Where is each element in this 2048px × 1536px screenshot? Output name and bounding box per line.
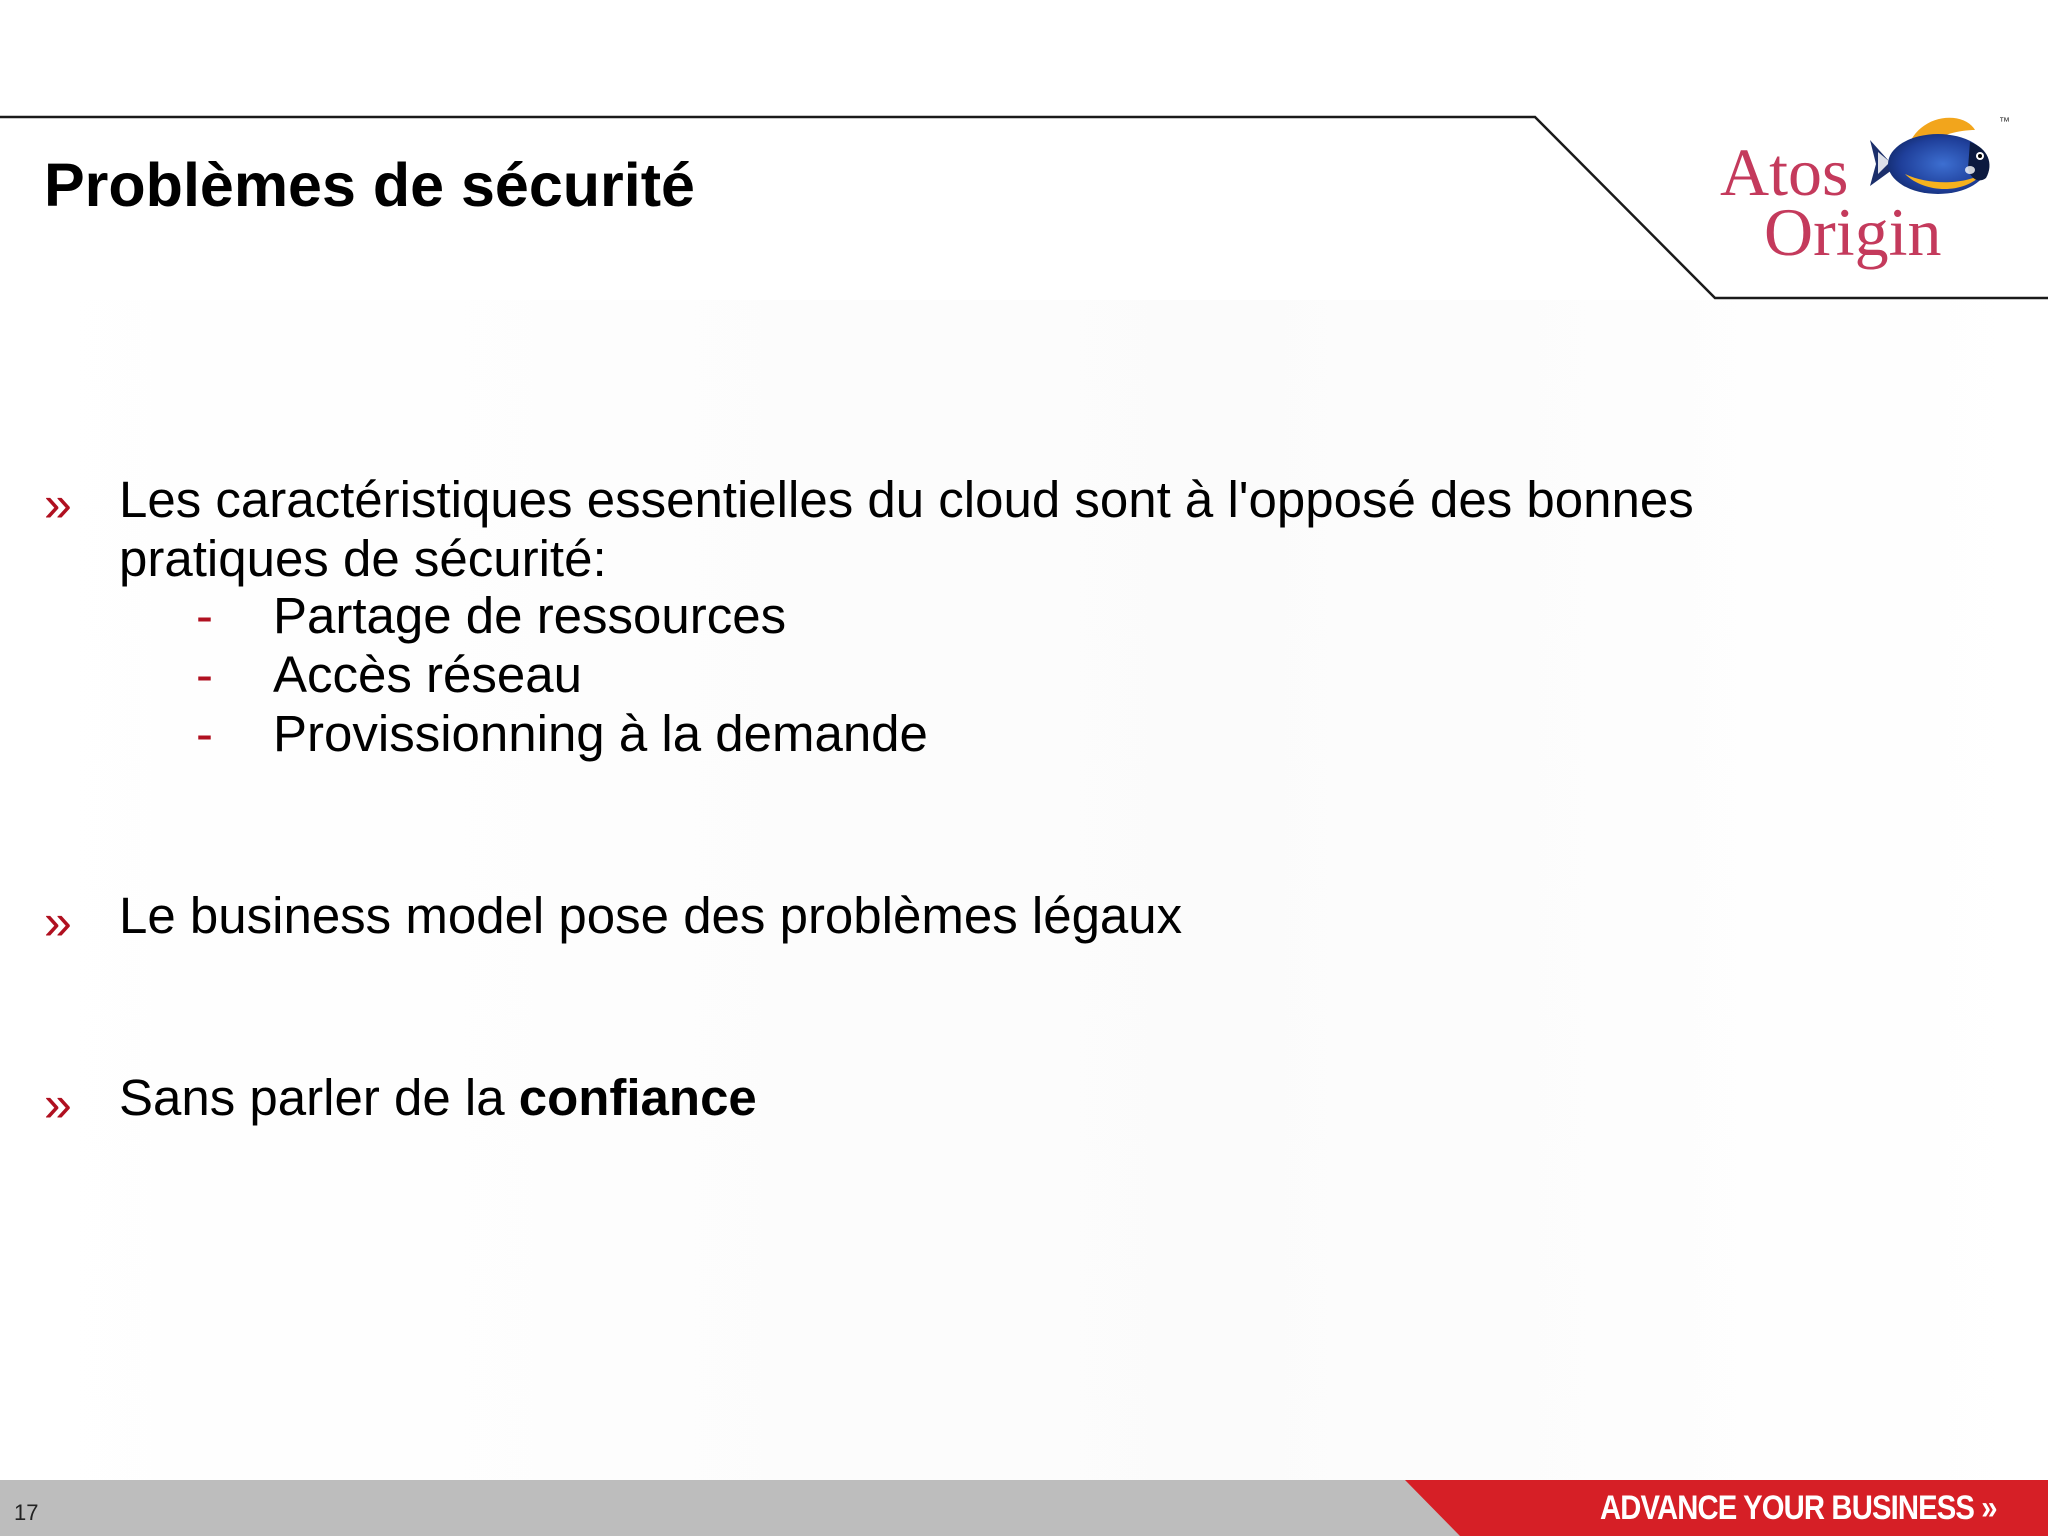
- page-number: 17: [14, 1500, 39, 1525]
- atos-origin-logo: [1712, 108, 2012, 278]
- bullet-1-line-1: Les caractéristiques essentielles du cloud sont à l'opposé des bonnes: [119, 471, 1694, 528]
- subitem-acces: Accès réseau: [273, 646, 582, 703]
- bullet-marker: »: [44, 894, 72, 950]
- bullet-3-text: [119, 1068, 757, 1127]
- bullet-marker: »: [44, 476, 72, 532]
- bullet-1-text: [119, 470, 1694, 588]
- bullet-1-line-2: pratiques de sécurité:: [119, 530, 607, 587]
- subitem-partage: Partage de ressources: [273, 587, 787, 644]
- subitem-marker: -: [196, 705, 213, 762]
- logo-text-atos: Atos: [1720, 134, 1849, 210]
- subitem-provisionning: Provissionning à la demande: [273, 705, 928, 762]
- bullet-3-plain: Sans parler de la: [119, 1069, 519, 1126]
- logo-text-origin: Origin: [1764, 194, 1942, 270]
- subitem-marker: -: [196, 587, 213, 644]
- subitem-marker: -: [196, 646, 213, 703]
- bullet-marker: »: [44, 1076, 72, 1132]
- bullet-3-bold: confiance: [518, 1069, 757, 1126]
- trademark-symbol: ™: [1999, 116, 2010, 128]
- slide-title: Problèmes de sécurité: [44, 151, 695, 219]
- bullet-2-text: Le business model pose des problèmes légaux: [119, 887, 1183, 944]
- footer-slogan: ADVANCE YOUR BUSINESS »: [1600, 1489, 1997, 1527]
